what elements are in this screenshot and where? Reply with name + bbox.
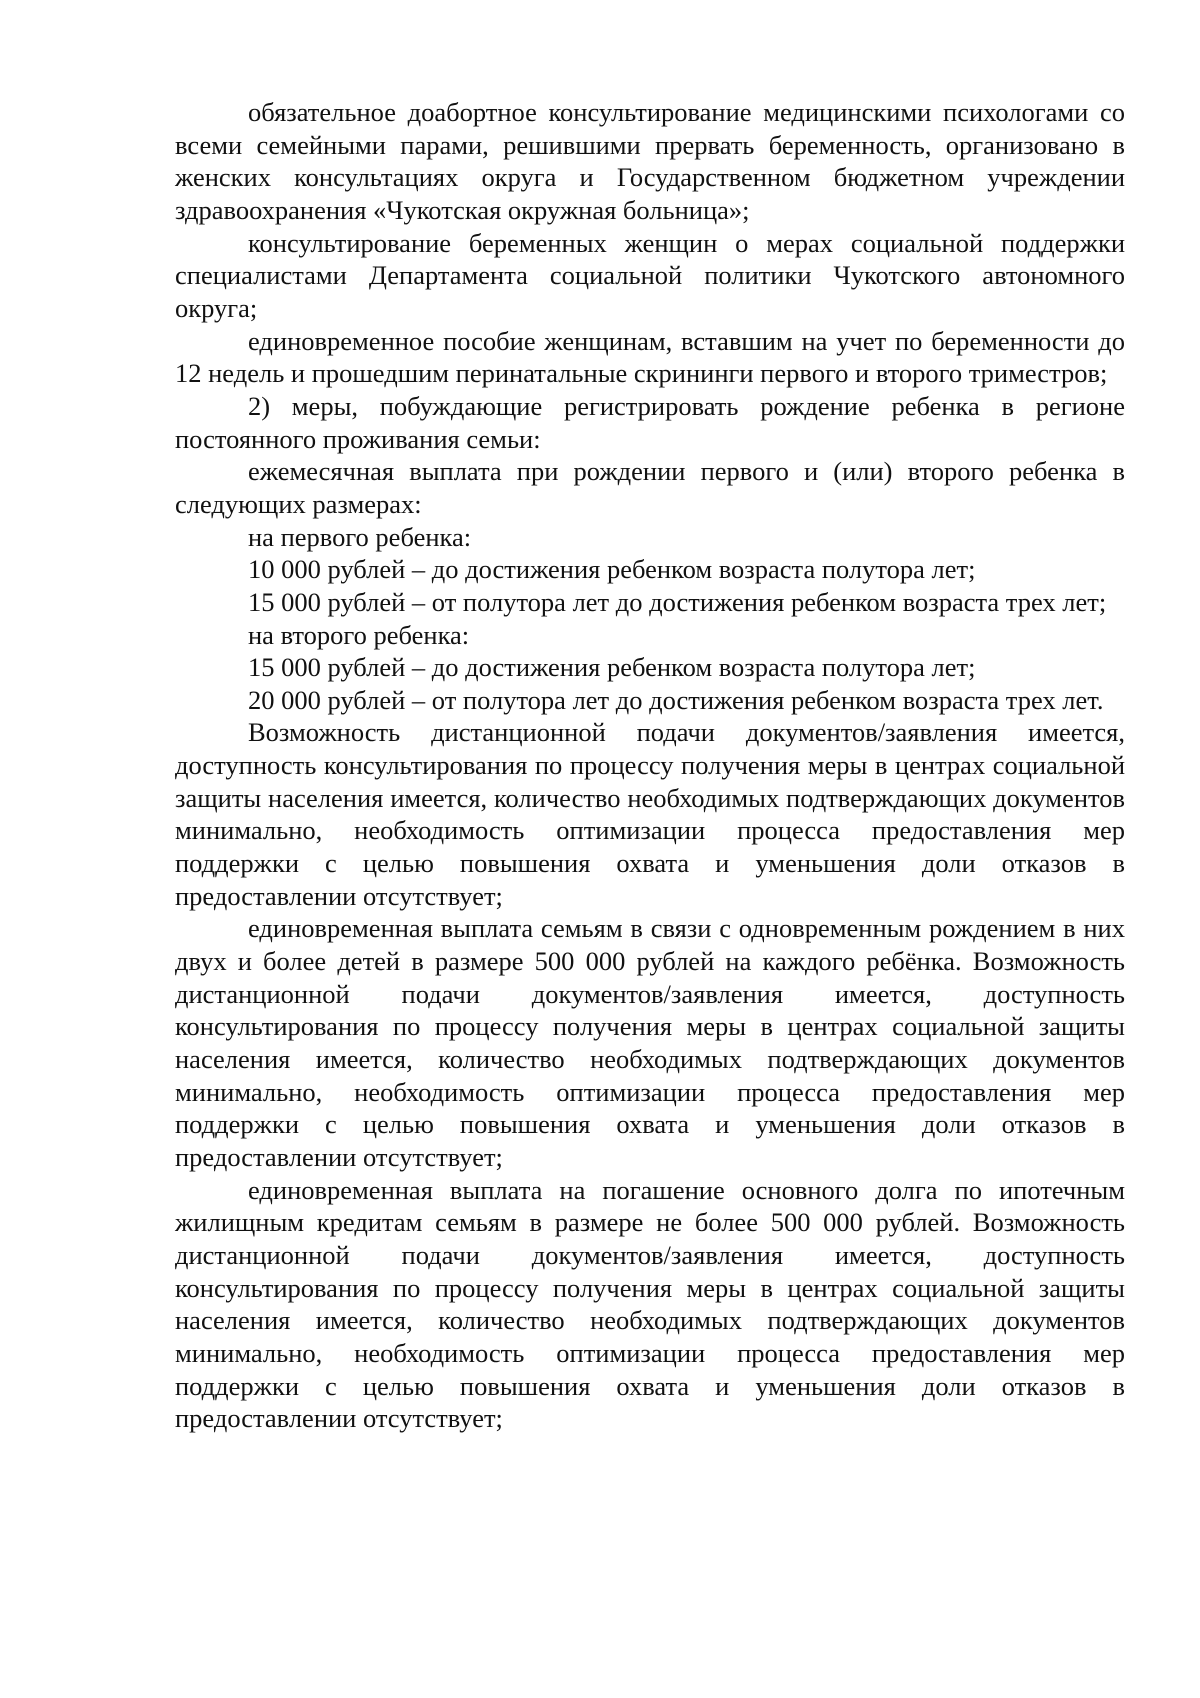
- paragraph-mortgage-payment: единовременная выплата на погашение основного долга по ипотечным жилищным кредитам семьям в размере не более 500 000 рублей. Возможность дистанционной подачи документов/заявления имеется, доступность консультирования по процессу получения меры в центрах социальной защиты населения имеется, количество необходимых подтверждающих документов минимально, необходимость оптимизации процесса предоставления мер поддержки с целью повышения охвата и уменьшения доли отказов в предоставлении отсутствует;: [175, 1174, 1125, 1434]
- paragraph-consultation-abortion: обязательное доабортное консультирование медицинскими психологами со всеми семейными парами, решившими прервать беременность, организовано в женских консультациях округа и Государственном бюджетном учреждении здравоохранения «Чукотская окружная больница»;: [175, 97, 1125, 225]
- paragraph-first-child: на первого ребенка:: [248, 521, 472, 552]
- paragraph-multiple-birth-payment: единовременная выплата семьям в связи с одновременным рождением в них двух и более детей в размере 500 000 рублей на каждого ребёнка. Возможность дистанционной подачи документов/заявления имеется, доступность консультирования по процессу получения меры в центрах социальной защиты населения имеется, количество необходимых подтверждающих документов минимально, необходимость оптимизации процесса предоставления мер поддержки с целью повышения охвата и уменьшения доли отказов в предоставлении отсутствует;: [175, 913, 1125, 1172]
- paragraph-measures-registration: 2) меры, побуждающие регистрировать рождение ребенка в регионе постоянного проживания семьи:: [175, 390, 1125, 454]
- paragraph-second-child: на второго ребенка:: [248, 619, 470, 650]
- paragraph-second-child-amount-2: 20 000 рублей – от полутора лет до достижения ребенком возраста трех лет.: [248, 684, 1104, 715]
- document-body: [175, 96, 1125, 1435]
- paragraph-monthly-payment: ежемесячная выплата при рождении первого и (или) второго ребенка в следующих размерах:: [175, 456, 1125, 519]
- paragraph-remote-submission-1: Возможность дистанционной подачи документов/заявления имеется, доступность консультирования по процессу получения меры в центрах социальной защиты населения имеется, количество необходимых подтверждающих документов минимально, необходимость оптимизации процесса предоставления мер поддержки с целью повышения охвата и уменьшения доли отказов в предоставлении отсутствует;: [175, 717, 1125, 911]
- paragraph-second-child-amount-1: 15 000 рублей – до достижения ребенком возраста полутора лет;: [248, 652, 976, 683]
- paragraph-consultation-pregnant: консультирование беременных женщин о мерах социальной поддержки специалистами Департамента социальной политики Чукотского автономного округа;: [175, 227, 1125, 323]
- paragraph-lump-sum-allowance: единовременное пособие женщинам, вставшим на учет по беременности до 12 недель и прошедшим перинатальные скрининги первого и второго триместров;: [175, 325, 1125, 389]
- paragraph-first-child-amount-2: 15 000 рублей – от полутора лет до достижения ребенком возраста трех лет;: [248, 586, 1107, 617]
- paragraph-first-child-amount-1: 10 000 рублей – до достижения ребенком возраста полутора лет;: [248, 554, 976, 585]
